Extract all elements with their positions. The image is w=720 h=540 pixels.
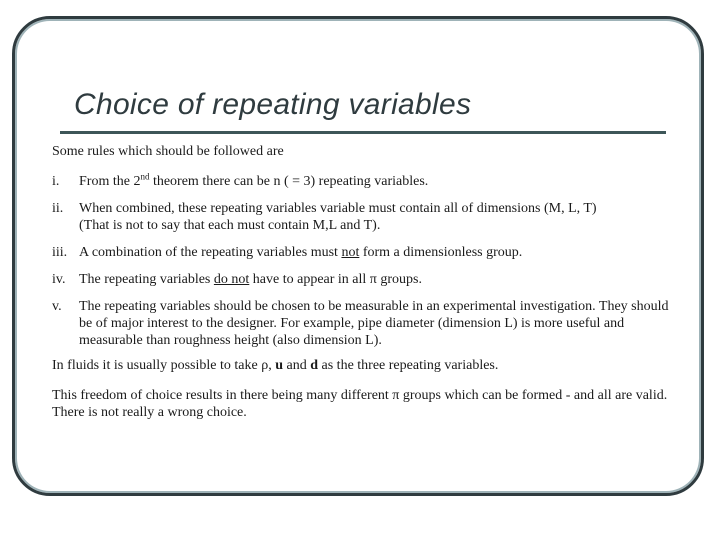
- intro-text: Some rules which should be followed are: [52, 144, 284, 159]
- rule-text: [79, 173, 680, 190]
- rule-numeral: iv.: [52, 272, 66, 287]
- title-underline: [60, 131, 666, 134]
- rule-numeral: ii.: [52, 201, 64, 216]
- paragraph-text-part: and: [283, 358, 311, 373]
- ordinal-superscript: nd: [140, 171, 150, 182]
- variable-d: d: [310, 358, 319, 373]
- paragraph-text-part: as the three repeating variables.: [318, 358, 499, 373]
- paragraph-text-part: In fluids it is usually possible to take ρ,: [52, 358, 276, 373]
- rule-text-part: have to appear in all π groups.: [249, 272, 422, 287]
- rule-text-part: A combination of the repeating variables must: [79, 245, 342, 260]
- rule-numeral: i.: [52, 174, 60, 189]
- rule-text: [79, 200, 680, 234]
- emphasis-underlined: do not: [213, 272, 250, 287]
- rule-text: [79, 271, 680, 288]
- rule-item-1: [52, 173, 680, 190]
- rule-text-line: (That is not to say that each must contain M,L and T).: [79, 218, 381, 233]
- emphasis-underlined: not: [341, 245, 360, 260]
- rule-numeral: iii.: [52, 245, 68, 260]
- rule-text-part: theorem there can be n ( = 3) repeating variables.: [149, 174, 429, 189]
- rule-item-5: [52, 298, 680, 349]
- paragraph-freedom-of-choice: This freedom of choice results in there being many different π groups which can be formed - and all are valid. There is not really a wrong choice.: [52, 388, 668, 420]
- rule-text: [79, 244, 680, 261]
- rule-item-2: [52, 200, 680, 234]
- paragraph-repeating-variables: [52, 357, 680, 374]
- rule-text-part: The repeating variables: [79, 272, 214, 287]
- slide-content: [52, 143, 680, 421]
- rule-item-3: [52, 244, 680, 261]
- rule-numeral: v.: [52, 299, 62, 314]
- rule-text-part: From the 2: [79, 174, 141, 189]
- slide-title: Choice of repeating variables: [74, 88, 472, 121]
- variable-u: u: [275, 358, 283, 373]
- rule-item-4: [52, 271, 680, 288]
- rule-text-line: When combined, these repeating variables variable must contain all of dimensions (M, L, T): [79, 201, 597, 216]
- rule-text-part: form a dimensionless group.: [359, 245, 523, 260]
- rule-text: The repeating variables should be chosen to be measurable in an experimental investigation. They should be of major interest to the designer. For example, pipe diameter (dimension L) is more useful and measurable than roughness height (also dimension L).: [79, 299, 669, 348]
